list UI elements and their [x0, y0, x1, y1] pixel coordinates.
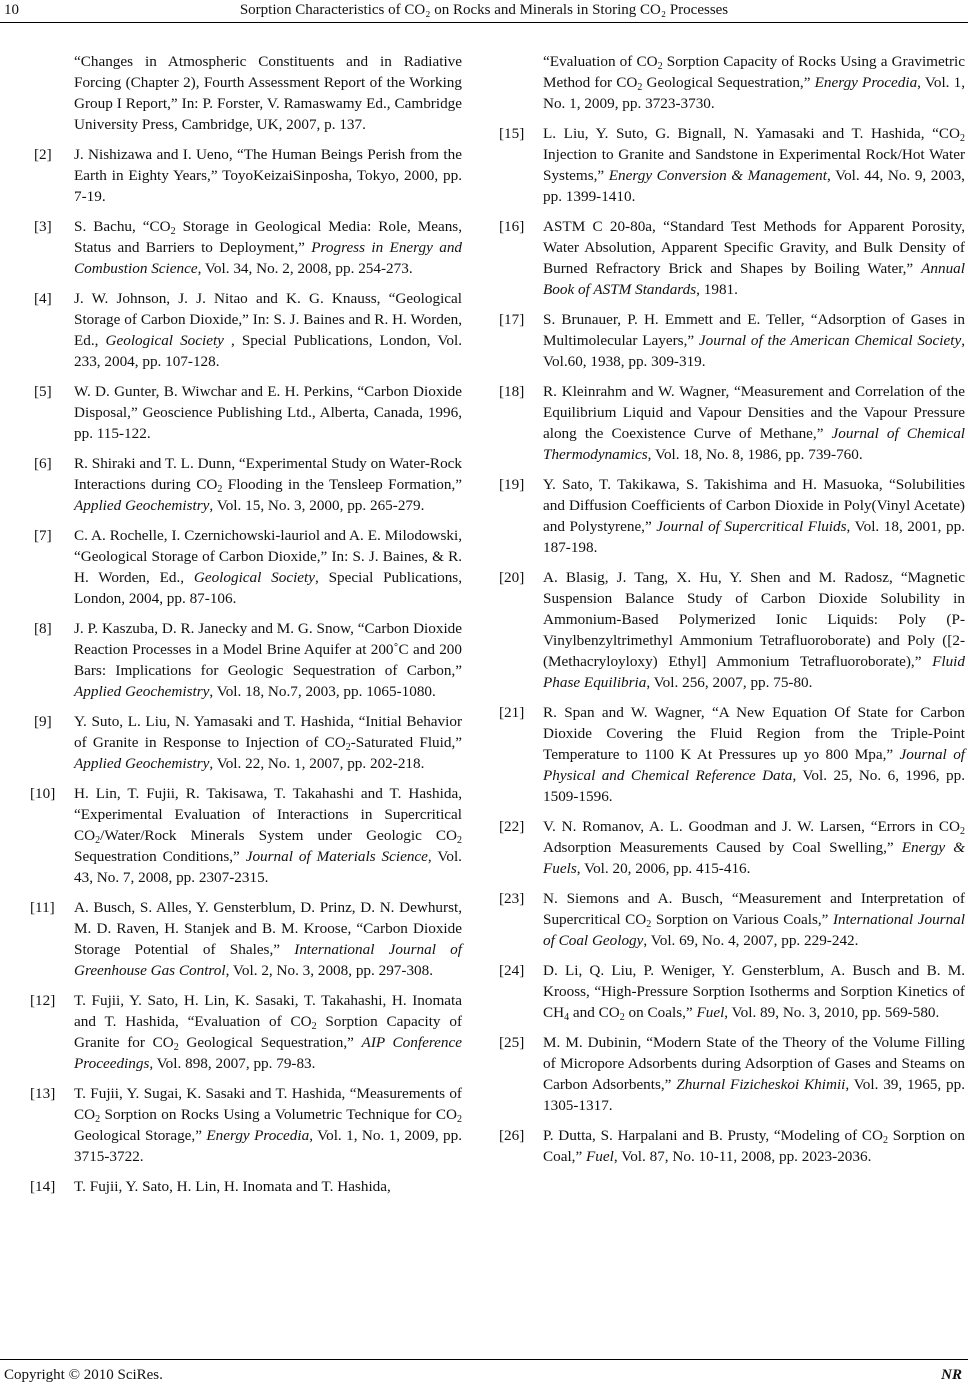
reference-entry: [499, 123, 965, 207]
page-number: 10: [4, 2, 19, 18]
reference-entry: [34, 51, 462, 135]
reference-number: [2]: [34, 146, 52, 163]
reference-text: V. N. Romanov, A. L. Goodman and J. W. Larsen, “Errors in $CO_2$ Adsorption Measurements Caused by Coal Swelling,” Energy & Fuels, Vol. 20, 2006, pp. 415-416.: [543, 818, 966, 877]
reference-entry: [34, 711, 462, 774]
reference-entry: [499, 567, 965, 693]
reference-text: J. P. Kaszuba, D. R. Janecky and M. G. Snow, “Carbon Dioxide Reaction Processes in a Model Brine Aquifer at 200˚C and 200 Bars: Implications for Geologic Sequestration of Carbon,” Applied Geochemistry, Vol. 18, No.7, 2003, pp. 1065-1080.: [74, 620, 462, 700]
reference-text: S. Brunauer, P. H. Emmett and E. Teller, “Adsorption of Gases in Multimolecular Layers,” Journal of the American Chemical Society, Vol.60, 1938, pp. 309-319.: [543, 311, 965, 370]
reference-number: [20]: [499, 569, 525, 586]
reference-text: ASTM C 20-80a, “Standard Test Methods for Apparent Porosity, Water Absolution, Apparent Specific Gravity, and Bulk Density of Burned Refractory Brick and Shapes by Boiling Water,” Annual Book of ASTM Standards, 1981.: [543, 218, 965, 298]
reference-text: A. Blasig, J. Tang, X. Hu, Y. Shen and M. Radosz, “Magnetic Suspension Balance Study of Carbon Dioxide Solubility in Ammonium-Based Polymerized Ionic Liquids: Poly (P-Vinylbenzyltrimethyl Ammonium Tetrafluoroborate) and Poly ([2-(Methacryloyloxy) Ethyl] Ammonium Tetrafluoroborate),” Fluid Phase Equilibria, Vol. 256, 2007, pp. 75-80.: [543, 569, 965, 691]
reference-number: [14]: [30, 1178, 56, 1195]
reference-text: L. Liu, Y. Suto, G. Bignall, N. Yamasaki and T. Hashida, “$CO_2$ Injection to Granite and Sandstone in Experimental Rock/Hot Water Systems,” Energy Conversion & Management, Vol. 44, No. 9, 2003, pp. 1399-1410.: [543, 125, 965, 205]
reference-entry: [30, 990, 462, 1074]
reference-text: T. Fujii, Y. Sugai, K. Sasaki and T. Hashida, “Measurements of $CO_2$ Sorption on Rocks Using a Volumetric Technique for $CO_2$ Geological Storage,” Energy Procedia, Vol. 1, No. 1, 2009, pp. 3715-3722.: [74, 1085, 463, 1165]
reference-entry: [499, 1032, 966, 1116]
reference-text: R. Span and W. Wagner, “A New Equation Of State for Carbon Dioxide Covering the Fluid Region from the Triple-Point Temperature to 1100 K At Pressures up yo 800 Mpa,” Journal of Physical and Chemical Reference Data, Vol. 25, No. 6, 1996, pp. 1509-1596.: [543, 704, 966, 805]
reference-entry: [499, 474, 965, 558]
reference-entry: [499, 1125, 965, 1167]
reference-number: [25]: [499, 1034, 525, 1051]
reference-number: [9]: [34, 713, 52, 730]
reference-number: [10]: [30, 785, 56, 802]
copyright-notice: Copyright © 2010 SciRes.: [4, 1367, 163, 1383]
reference-text: T. Fujii, Y. Sato, H. Lin, H. Inomata and T. Hashida,: [74, 1178, 391, 1195]
reference-number: [16]: [499, 218, 525, 235]
reference-entry: [499, 888, 965, 951]
reference-number: [21]: [499, 704, 525, 721]
reference-text: D. Li, Q. Liu, P. Weniger, Y. Gensterblum, A. Busch and B. M. Krooss, “High-Pressure Sorption Isotherms and Sorption Kinetics of $CH_4$ and $CO_2$ on Coals,” Fuel, Vol. 89, No. 3, 2010, pp. 569-580.: [543, 962, 965, 1023]
reference-text: Y. Suto, L. Liu, N. Yamasaki and T. Hashida, “Initial Behavior of Granite in Response to Injection of $CO_2$-Saturated Fluid,” Applied Geochemistry, Vol. 22, No. 1, 2007, pp. 202-218.: [74, 713, 463, 772]
reference-entry: [34, 453, 462, 516]
journal-abbreviation: NR: [941, 1367, 962, 1383]
reference-entry: [34, 618, 462, 702]
reference-text: “Changes in Atmospheric Constituents and in Radiative Forcing (Chapter 2), Fourth Assessment Report of the Working Group I Report,” In: P. Forster, V. Ramaswamy Ed., Cambridge University Press, Cambridge, UK, 2007, p. 137.: [74, 53, 462, 133]
reference-text: R. Kleinrahm and W. Wagner, “Measurement and Correlation of the Equilibrium Liquid and Vapour Densities and the Vapour Pressure along the Coexistence Curve of Methane,” Journal of Chemical Thermodynamics, Vol. 18, No. 8, 1986, pp. 739-760.: [543, 383, 966, 463]
reference-number: [15]: [499, 125, 525, 142]
reference-entry: [499, 702, 966, 807]
reference-text: A. Busch, S. Alles, Y. Gensterblum, D. Prinz, D. N. Dewhurst, M. D. Raven, H. Stanjek and B. M. Kroose, “Carbon Dioxide Storage Potential of Shales,” International Journal of Greenhouse Gas Control, Vol. 2, No. 3, 2008, pp. 297-308.: [74, 899, 462, 979]
reference-entry: [34, 216, 462, 279]
reference-text: M. M. Dubinin, “Modern State of the Theory of the Volume Filling of Micropore Adsorbents during Adsorption of Gases and Steams on Carbon Adsorbents,” Zhurnal Fizicheskoi Khimii, Vol. 39, 1965, pp. 1305-1317.: [543, 1034, 966, 1114]
reference-entry: [34, 288, 462, 372]
reference-entry: [499, 309, 965, 372]
reference-text: C. A. Rochelle, I. Czernichowski-lauriol and A. E. Milodowski, “Geological Storage of Carbon Dioxide,” In: S. J. Baines, & R. H. Worden, Ed., Geological Society, Special Publications, London, 2004, pp. 87-106.: [74, 527, 462, 607]
reference-number: [4]: [34, 290, 52, 307]
references-left-column: [30, 51, 463, 1206]
reference-entry: [34, 144, 462, 207]
reference-number: [8]: [34, 620, 52, 637]
reference-text: J. Nishizawa and I. Ueno, “The Human Beings Perish from the Earth in Eighty Years,” ToyoKeizaiSinposha, Tokyo, 2000, pp. 7-19.: [74, 146, 462, 205]
reference-entry: [499, 216, 965, 300]
reference-number: [18]: [499, 383, 525, 400]
reference-number: [26]: [499, 1127, 525, 1144]
reference-number: [7]: [34, 527, 52, 544]
page-footer: [0, 1359, 968, 1387]
reference-entry: [30, 1083, 463, 1167]
reference-text: R. Shiraki and T. L. Dunn, “Experimental Study on Water-Rock Interactions during $CO_2$ Flooding in the Tensleep Formation,” Applied Geochemistry, Vol. 15, No. 3, 2000, pp. 265-279.: [74, 455, 462, 514]
reference-text: “Evaluation of $CO_2$ Sorption Capacity of Rocks Using a Gravimetric Method for $CO_2$ Geological Sequestration,” Energy Procedia, Vol. 1, No. 1, 2009, pp. 3723-3730.: [543, 53, 965, 112]
reference-entry: [30, 1176, 462, 1197]
reference-number: [13]: [30, 1085, 56, 1102]
reference-number: [19]: [499, 476, 525, 493]
reference-text: T. Fujii, Y. Sato, H. Lin, K. Sasaki, T. Takahashi, H. Inomata and T. Hashida, “Evaluation of $CO_2$ Sorption Capacity of Granite for $CO_2$ Geological Sequestration,” AIP Conference Proceedings, Vol. 898, 2007, pp. 79-83.: [74, 992, 462, 1072]
running-title: Sorption Characteristics of CO₂ on Rocks and Minerals in Storing CO₂ Processes: [239, 2, 729, 18]
reference-number: [11]: [30, 899, 55, 916]
reference-text: J. W. Johnson, J. J. Nitao and K. G. Knauss, “Geological Storage of Carbon Dioxide,” In: S. J. Baines and R. H. Worden, Ed., Geological Society , Special Publications, London, Vol. 233, 2004, pp. 107-128.: [74, 290, 463, 370]
reference-text: W. D. Gunter, B. Wiwchar and E. H. Perkins, “Carbon Dioxide Disposal,” Geoscience Publishing Ltd., Alberta, Canada, 1996, pp. 115-122.: [74, 383, 462, 442]
reference-text: P. Dutta, S. Harpalani and B. Prusty, “Modeling of $CO_2$ Sorption on Coal,” Fuel, Vol. 87, No. 10-11, 2008, pp. 2023-2036.: [543, 1127, 965, 1165]
reference-text: S. Bachu, “$CO_2$ Storage in Geological Media: Role, Means, Status and Barriers to Deployment,” Progress in Energy and Combustion Science, Vol. 34, No. 2, 2008, pp. 254-273.: [74, 218, 463, 277]
reference-entry: [503, 51, 965, 114]
reference-number: [5]: [34, 383, 52, 400]
reference-number: [12]: [30, 992, 56, 1009]
reference-number: [22]: [499, 818, 525, 835]
reference-entry: [34, 525, 462, 609]
reference-entry: [499, 960, 965, 1023]
reference-text: N. Siemons and A. Busch, “Measurement and Interpretation of Supercritical $CO_2$ Sorption on Various Coals,” International Journal of Coal Geology, Vol. 69, No. 4, 2007, pp. 229-242.: [543, 890, 965, 949]
reference-number: [6]: [34, 455, 52, 472]
reference-number: [24]: [499, 962, 525, 979]
running-header: [0, 0, 968, 23]
reference-entry: [499, 381, 966, 465]
reference-number: [3]: [34, 218, 52, 235]
reference-text: Y. Sato, T. Takikawa, S. Takishima and H. Masuoka, “Solubilities and Diffusion Coefficients of Carbon Dioxide in Poly(Vinyl Acetate) and Polystyrene,” Journal of Supercritical Fluids, Vol. 18, 2001, pp. 187-198.: [543, 476, 965, 556]
reference-text: H. Lin, T. Fujii, R. Takisawa, T. Takahashi and T. Hashida, “Experimental Evaluation of Interactions in Supercritical $CO_2/Water$/Rock Minerals System under Geologic $CO_2$ Sequestration Conditions,” Journal of Materials Science, Vol. 43, No. 7, 2008, pp. 2307-2315.: [74, 785, 462, 886]
reference-entry: [499, 816, 966, 879]
reference-entry: [30, 783, 462, 888]
reference-number: [23]: [499, 890, 525, 907]
references-right-column: [499, 51, 966, 1176]
reference-entry: [34, 381, 462, 444]
reference-number: [17]: [499, 311, 525, 328]
reference-entry: [30, 897, 462, 981]
